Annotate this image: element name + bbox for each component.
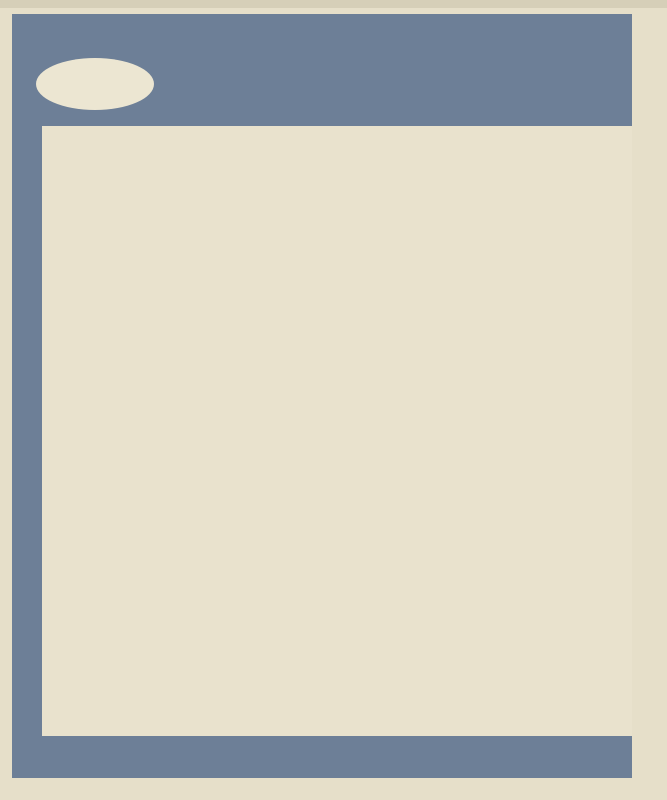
issue-badge: [36, 58, 154, 110]
